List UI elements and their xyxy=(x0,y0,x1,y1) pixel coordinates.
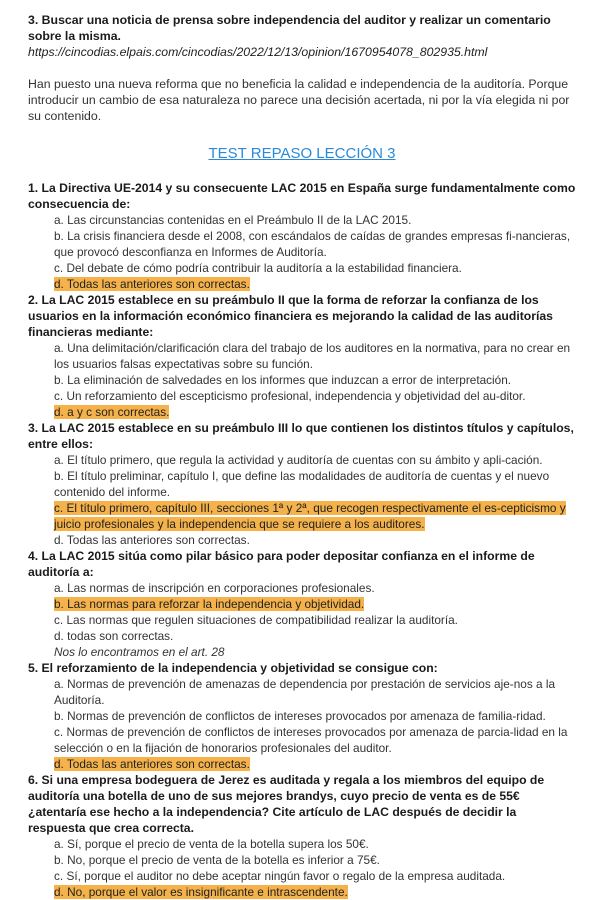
answer-text: c. Sí, porque el auditor no debe aceptar ningún favor o regalo de la empresa auditada. xyxy=(54,869,506,883)
highlighted-answer: d. a y c son correctas. xyxy=(54,405,170,419)
intro-comment: Han puesto una nueva reforma que no beneficia la calidad e independencia de la auditoría. Porque introducir un cambio de esa naturaleza no parece una decisión acertada, ni por la vía elegida ni por su contenido. xyxy=(28,77,570,123)
question-text: 5. El reforzamiento de la independencia y objetividad se consigue con: xyxy=(28,661,438,675)
answer-text: c. Normas de prevención de conflictos de intereses provocados por amenaza de parcia-lidad en la selección o en la fijación de honorarios profesionales del auditor. xyxy=(54,725,568,755)
highlighted-answer: b. Las normas para reforzar la independencia y objetividad. xyxy=(54,597,365,611)
answer-text: d. todas son correctas. xyxy=(54,629,174,643)
answer-option xyxy=(54,868,576,884)
answer-text: b. El título preliminar, capítulo I, que define las modalidades de auditoría de cuentas y el nuevo contenido del informe. xyxy=(54,469,550,499)
intro-heading: 3. Buscar una noticia de prensa sobre independencia del auditor y realizar un comentario sobre la misma. xyxy=(28,13,551,43)
question-2 xyxy=(28,292,576,420)
answer-option xyxy=(54,372,576,388)
question-text: 2. La LAC 2015 establece en su preámbulo II que la forma de reforzar la confianza de los usuarios en la información económico financiera es mejorando la calidad de las auditorías financieras mediante: xyxy=(28,293,553,339)
question-6 xyxy=(28,772,576,900)
answer-options xyxy=(28,580,576,644)
answer-options xyxy=(28,836,576,900)
answer-option xyxy=(54,612,576,628)
answer-text: a. Normas de prevención de amenazas de dependencia por prestación de servicios aje-nos a la Auditoría. xyxy=(54,677,556,707)
answer-option xyxy=(54,500,576,532)
answer-option xyxy=(54,596,576,612)
answer-text: a. Las normas de inscripción en corporaciones profesionales. xyxy=(54,581,375,595)
answer-option xyxy=(54,228,576,260)
answer-text: b. La eliminación de salvedades en los informes que induzcan a error de interpretación. xyxy=(54,373,512,387)
news-url[interactable]: https://cincodias.elpais.com/cincodias/2022/12/13/opinion/1670954078_802935.html xyxy=(28,45,488,59)
answer-option xyxy=(54,340,576,372)
answer-text: c. Un reforzamiento del escepticismo profesional, independencia y objetividad del au-ditor. xyxy=(54,389,526,403)
highlighted-answer: d. No, porque el valor es insignificante e intrascendente. xyxy=(54,885,348,899)
test-title: TEST REPASO LECCIÓN 3 xyxy=(208,145,396,162)
answer-options xyxy=(28,340,576,420)
answer-text: b. No, porque el precio de venta de la botella es inferior a 75€. xyxy=(54,853,380,867)
answer-option xyxy=(54,708,576,724)
question-3 xyxy=(28,420,576,548)
answer-option xyxy=(54,884,576,900)
answer-text: c. Las normas que regulen situaciones de compatibilidad realizar la auditoría. xyxy=(54,613,458,627)
question-text: 6. Si una empresa bodeguera de Jerez es auditada y regala a los miembros del equipo de auditoría una botella de uno de sus mejores brandys, cuyo precio de venta es de 55€ ¿atentaría ese hecho a la independencia? Cite artículo de LAC después de decidir la respuesta que crea correcta. xyxy=(28,773,545,835)
answer-option xyxy=(54,756,576,772)
highlighted-answer: c. El título primero, capítulo III, secciones 1ª y 2ª, que recogen respectivamente el es-cepticismo y juicio profesionales y la independencia que se requiere a los auditores. xyxy=(54,501,566,531)
answer-option xyxy=(54,388,576,404)
answer-option xyxy=(54,404,576,420)
answer-options xyxy=(28,212,576,292)
answer-note: Nos lo encontramos en el art. 28 xyxy=(54,645,225,659)
answer-text: a. El título primero, que regula la actividad y auditoría de cuentas con su ámbito y apli-cación. xyxy=(54,453,543,467)
highlighted-answer: d. Todas las anteriores son correctas. xyxy=(54,277,250,291)
answer-text: b. La crisis financiera desde el 2008, con escándalos de caídas de grandes empresas fi-nancieras, que provocó desconfianza en Informes de Auditoría. xyxy=(54,229,571,259)
question-4 xyxy=(28,548,576,660)
highlighted-answer: d. Todas las anteriores son correctas. xyxy=(54,757,250,771)
question-text: 4. La LAC 2015 sitúa como pilar básico para poder depositar confianza en el informe de auditoría a: xyxy=(28,549,535,579)
answer-option xyxy=(54,724,576,756)
answer-option xyxy=(54,532,576,548)
answer-text: d. Todas las anteriores son correctas. xyxy=(54,533,250,547)
question-list xyxy=(28,180,576,900)
answer-options xyxy=(28,452,576,548)
answer-option xyxy=(54,260,576,276)
answer-option xyxy=(54,852,576,868)
answer-option xyxy=(54,628,576,644)
answer-option xyxy=(54,580,576,596)
answer-option xyxy=(54,276,576,292)
answer-option xyxy=(54,212,576,228)
question-text: 3. La LAC 2015 establece en su preámbulo III lo que contienen los distintos títulos y capítulos, entre ellos: xyxy=(28,421,574,451)
answer-text: b. Normas de prevención de conflictos de intereses provocados por amenaza de familia-ridad. xyxy=(54,709,546,723)
answer-option xyxy=(54,452,576,468)
answer-text: a. Las circunstancias contenidas en el Preámbulo II de la LAC 2015. xyxy=(54,213,412,227)
answer-option xyxy=(54,468,576,500)
answer-option xyxy=(54,836,576,852)
question-text: 1. La Directiva UE-2014 y su consecuente LAC 2015 en España surge fundamentalmente como consecuencia de: xyxy=(28,181,576,211)
answer-text: a. Una delimitación/clarificación clara del trabajo de los auditores en la normativa, para no crear en los usuarios falsas expectativas sobre su función. xyxy=(54,341,571,371)
answer-option xyxy=(54,676,576,708)
answer-text: c. Del debate de cómo podría contribuir la auditoría a la estabilidad financiera. xyxy=(54,261,462,275)
answer-text: a. Sí, porque el precio de venta de la botella supera los 50€. xyxy=(54,837,369,851)
question-1 xyxy=(28,180,576,292)
answer-options xyxy=(28,676,576,772)
question-5 xyxy=(28,660,576,772)
